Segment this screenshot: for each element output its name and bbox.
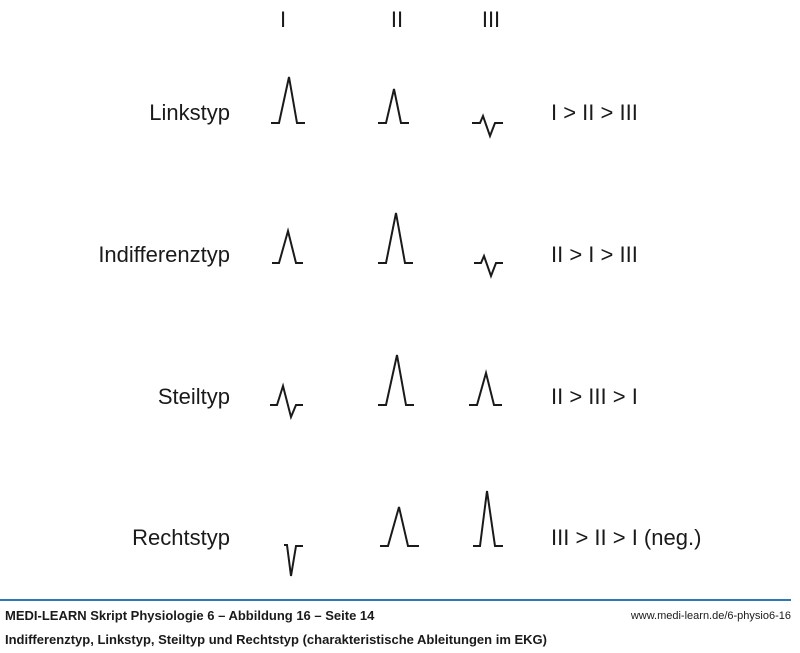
row-label-steiltyp: Steiltyp bbox=[157, 384, 230, 409]
column-header-lead-i: I bbox=[279, 7, 287, 32]
qrs-steiltyp-lead-i bbox=[270, 386, 303, 417]
relation-steiltyp: II > III > I bbox=[551, 384, 638, 409]
row-label-indifferenztyp: Indifferenztyp bbox=[98, 242, 230, 267]
qrs-steiltyp-lead-iii bbox=[469, 373, 502, 405]
figure-source-title: MEDI-LEARN Skript Physiologie 6 – Abbildung 16 – Seite 14 bbox=[5, 608, 375, 623]
row-label-linkstyp: Linkstyp bbox=[149, 100, 230, 125]
footer-divider bbox=[0, 599, 791, 601]
qrs-rechtstyp-lead-ii bbox=[380, 507, 419, 546]
figure-caption: Indifferenztyp, Linkstyp, Steiltyp und Rechtstyp (charakteristische Ableitungen im EKG) bbox=[5, 632, 547, 647]
qrs-linkstyp-lead-i bbox=[271, 77, 305, 123]
relation-indifferenztyp: II > I > III bbox=[551, 242, 638, 267]
qrs-indifferenztyp-lead-iii bbox=[474, 256, 503, 276]
qrs-indifferenztyp-lead-i bbox=[272, 231, 303, 263]
qrs-linkstyp-lead-ii bbox=[378, 89, 409, 123]
qrs-rechtstyp-lead-i bbox=[284, 545, 303, 576]
figure-source-url: www.medi-learn.de/6-physio6-16 bbox=[630, 610, 791, 622]
relation-rechtstyp: III > II > I (neg.) bbox=[551, 525, 702, 550]
column-header-lead-ii: II bbox=[390, 7, 404, 32]
column-header-lead-iii: III bbox=[481, 7, 501, 32]
qrs-indifferenztyp-lead-ii bbox=[378, 213, 413, 263]
row-label-rechtstyp: Rechtstyp bbox=[132, 525, 230, 550]
qrs-linkstyp-lead-iii bbox=[472, 116, 503, 136]
qrs-steiltyp-lead-ii bbox=[378, 355, 414, 405]
qrs-rechtstyp-lead-iii bbox=[473, 491, 503, 546]
relation-linkstyp: I > II > III bbox=[551, 100, 638, 125]
